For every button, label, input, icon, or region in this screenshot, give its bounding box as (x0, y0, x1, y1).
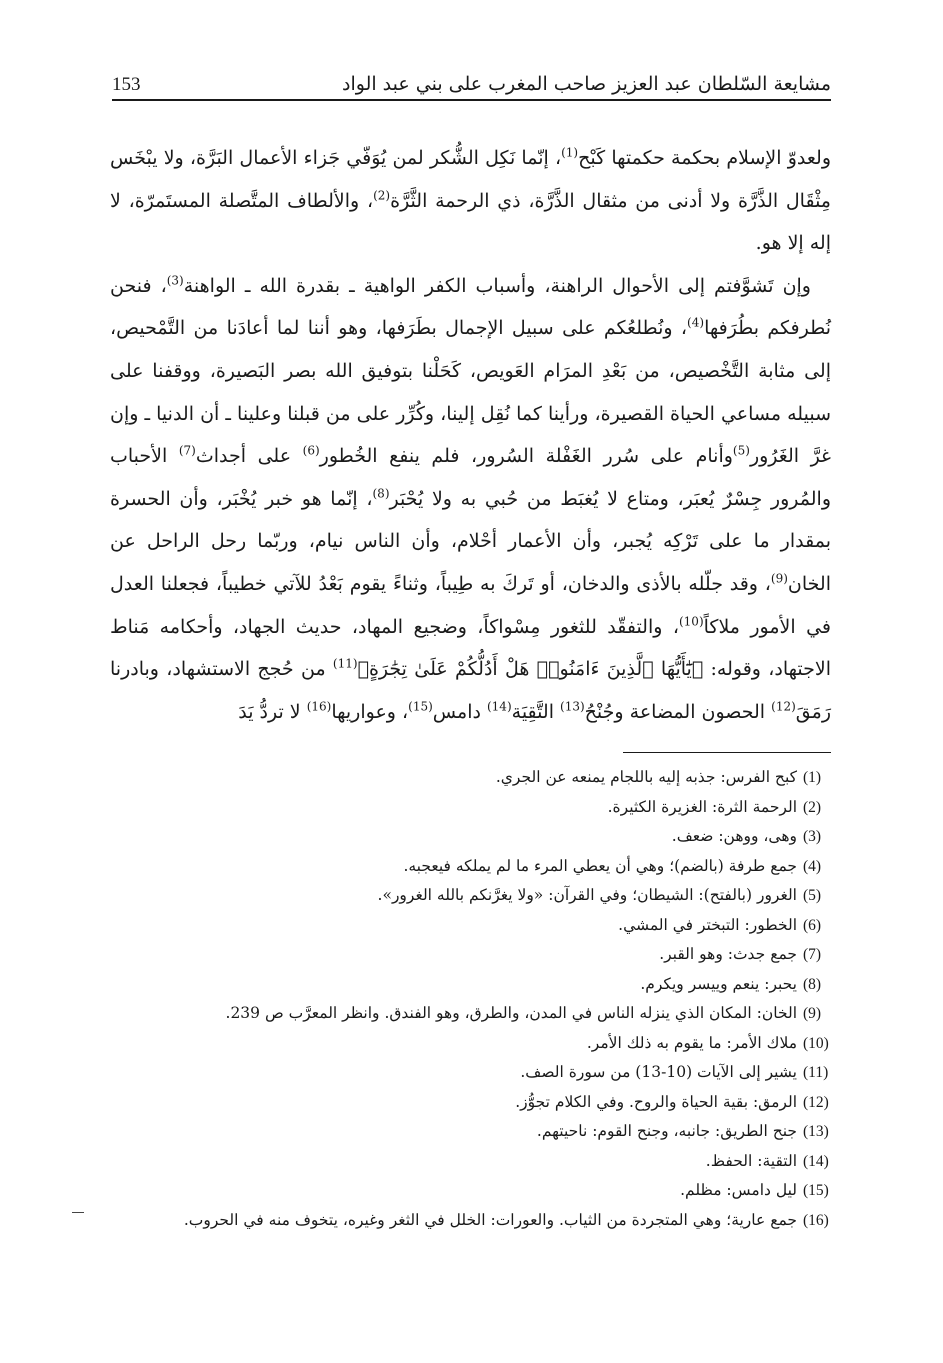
text-run: الأحباب والمُرور جِسْرٌ يُعبَر، ومتاع لا يُغبَط من حُبي به ولا يُحْبَر (110, 445, 831, 510)
header-rule (112, 99, 831, 101)
text-run: ، فنحن نُطرفكم بطُرَفها (110, 274, 831, 340)
text-run: التَّقِيَة (511, 700, 561, 723)
footnote-text: يشير إلى الآيات (10-13) من سورة الصف. (520, 1063, 797, 1081)
footnote-ref: (3) (166, 273, 184, 288)
footnote-number: (15) (803, 1182, 829, 1199)
footnote-ref: (11) (332, 656, 358, 671)
footnote-ref: (8) (372, 486, 390, 501)
footnote-item (112, 940, 848, 970)
footnote-item (112, 999, 848, 1029)
paragraph-1 (110, 137, 831, 265)
footnote-text: ليل دامس: مظلم. (680, 1181, 797, 1199)
footnote-number: (5) (803, 887, 822, 904)
footnote-item (112, 763, 848, 793)
text-run: وأنام على سُرر الغَفْلة السُرور، فلم ينفع الخُطور (319, 445, 733, 468)
text-run: ، ونُطلعُكم على سبيل الإجمال بطَرَفها، وهو أننا لما أعادَنا من التَّمْحيص، إلى مثابة التَّخْصيص، من بَعْدِ المرَام العَويص، كَحَلْنا بتوفيق الله بصر البَصيرة، ووقفنا على سبيله مساعي الحياة القصيرة، ورأينا كما نُقِل إلينا، وكُرِّر على من قبلنا وعلينا ـ أن الدنيا ـ وإن غرَّ الغَرُور (110, 317, 831, 468)
footnote-item (112, 911, 848, 941)
footnote-ref: (9) (770, 571, 788, 586)
footnote-item (112, 793, 848, 823)
footnote-text: كبح الفرس: جذبه إليه باللجام يمنعه عن الجري. (495, 768, 797, 786)
footnotes-list (112, 763, 848, 1235)
text-run: ، وقد جلّله بالأذى والدخان، أو تَركَ به طِيباً، وثناءً يقوم بَعْدُ للآتي خطيباً، فجعلنا العدل في الأمور ملاكاً (110, 572, 831, 638)
footnote-item (112, 822, 848, 852)
running-head (112, 58, 831, 94)
footnote-number: (4) (803, 857, 822, 875)
footnote-item (112, 1117, 848, 1147)
footnote-item (112, 852, 848, 882)
text-run: ولعدوّ الإسلام بحكمة حكمتها كَبْح (578, 147, 831, 169)
footnote-number: (14) (803, 1152, 829, 1170)
footnote-item (112, 1058, 848, 1088)
footnote-item (112, 881, 848, 911)
page-number: 153 (112, 74, 141, 95)
footnote-number: (3) (803, 828, 822, 845)
text-run: ، إنّما هو خبر يُخْبَر، وأن الحسرة بمقدار ما على تَرْكِه يُجبر، وأن الأعمار أحْلام، وأن الناس نيام، وربّما رحل الراحل عن الخان (110, 487, 831, 595)
footnote-ref: (15) (408, 699, 433, 714)
footnote-item (112, 970, 848, 1000)
text-run: على أجداث (195, 445, 303, 468)
footnote-ref: (1) (561, 145, 579, 160)
footnote-item (112, 1147, 848, 1177)
footnote-text: جمع عارية؛ وهي المتجردة من الثياب. والعورات: الخلل في الثغر وغيره، يتخوف منه في الحروب. (183, 1210, 797, 1229)
body-text (110, 137, 831, 733)
footnote-text: الرحمة الثرة: الغزيرة الكثيرة. (607, 797, 797, 816)
footnote-ref: (16) (306, 699, 332, 714)
footnote-number: (11) (803, 1064, 829, 1081)
text-run: من حُجج الاستشهاد، وبادرنا رَمَقَ (110, 658, 831, 723)
footnote-text: يحبر: ينعم وييسر ويكرم. (640, 974, 797, 993)
footnote-number: (7) (803, 946, 822, 963)
footnote-text: جنح الطريق: جانبه، وجنح القوم: ناحيتهم. (536, 1122, 797, 1140)
text-run: الحصون المضاعة وجُنْحُ (584, 700, 772, 723)
text-run: دامس (432, 700, 487, 723)
footnote-text: الخطور: التبختر في المشي. (618, 915, 797, 934)
footnote-number: (13) (803, 1123, 829, 1140)
paragraph-2 (110, 265, 831, 734)
footnote-ref: (4) (687, 316, 705, 331)
text-run: لا تردُّ يَدَ (238, 700, 307, 723)
footnote-number: (8) (803, 975, 822, 993)
footnote-ref: (14) (486, 699, 512, 714)
footnote-ref: (12) (771, 699, 796, 714)
footnote-text: الخان: المكان الذي ينزله الناس في المدن، والطرق، وهو الفندق. وانظر المعرَّب ص 239. (225, 1004, 797, 1022)
footnote-ref: (10) (678, 614, 704, 629)
footnote-number: (10) (803, 1034, 829, 1052)
footnote-text: الرمق: بقية الحياة والروح. وفي الكلام تجوُّز. (515, 1092, 797, 1111)
footnote-ref: (2) (373, 188, 391, 203)
footnote-text: التقية: الحفظ. (705, 1151, 797, 1170)
text-run: ، والتفقّد للثغور مِسْواكاً، وضجيع المهاد، حديث الجهاد، وأحكامه مَناط الاجتهاد، وقوله: ﴿يَٰٓأَيُّهَا ٱلَّذِينَ ءَامَنُوا۟ هَلْ أَدُلُّكُمْ عَلَىٰ تِجَٰرَةٍ﴾ (110, 615, 832, 681)
margin-mark (72, 1212, 84, 1213)
footnote-text: الغرور (بالفتح): الشيطان؛ وفي القرآن: «ولا يغرَّنكم بالله الغرور». (377, 886, 797, 904)
footnote-number: (9) (803, 1005, 822, 1022)
footnote-ref: (7) (178, 443, 196, 458)
footnote-ref: (6) (302, 443, 320, 458)
footnote-item (112, 1206, 848, 1236)
footnote-text: جمع جدث: وهو القبر. (659, 945, 797, 963)
text-run: ، وعواريها (331, 700, 409, 723)
footnote-ref: (13) (560, 699, 585, 714)
text-run: وإن تَشوَّفتم إلى الأحوال الراهنة، وأسباب الكفر الواهية ـ بقدرة الله ـ الواهنة (183, 274, 811, 297)
footnote-number: (6) (803, 916, 822, 934)
footnote-number: (2) (803, 798, 822, 816)
footnote-text: وهى، ووهن: ضعف. (671, 827, 797, 845)
text-run: ، والألطاف المتَّصلة المستَمرّة، لا إله إلا هو. (110, 189, 831, 255)
footnote-number: (12) (803, 1093, 829, 1111)
running-head-title: مشايعة السّلطان عبد العزيز صاحب المغرب على بني عبد الواد (342, 73, 831, 95)
text-run: ، إنّما نَكِل الشُّكر لمن يُوَفّي جَزاء الأعمال البَرَّة، ولا يبْخَس مِثْقَال الذَّرَّة ولا أدنى من مثقال الذَّرَّة، ذي الرحمة الثَّرَّة (110, 147, 831, 212)
footnote-text: جمع طرفة (بالضم)؛ وهي أن يعطي المرء ما لم يملكه فيعجبه. (403, 856, 797, 875)
footnote-number: (16) (803, 1211, 829, 1229)
footnote-number: (1) (803, 769, 822, 786)
footnote-separator (623, 752, 831, 753)
footnote-item (112, 1029, 848, 1059)
footnote-text: ملاك الأمر: ما يقوم به ذلك الأمر. (586, 1033, 797, 1052)
footnote-item (112, 1088, 848, 1118)
footnote-item (112, 1176, 848, 1206)
footnote-ref: (5) (732, 443, 750, 458)
